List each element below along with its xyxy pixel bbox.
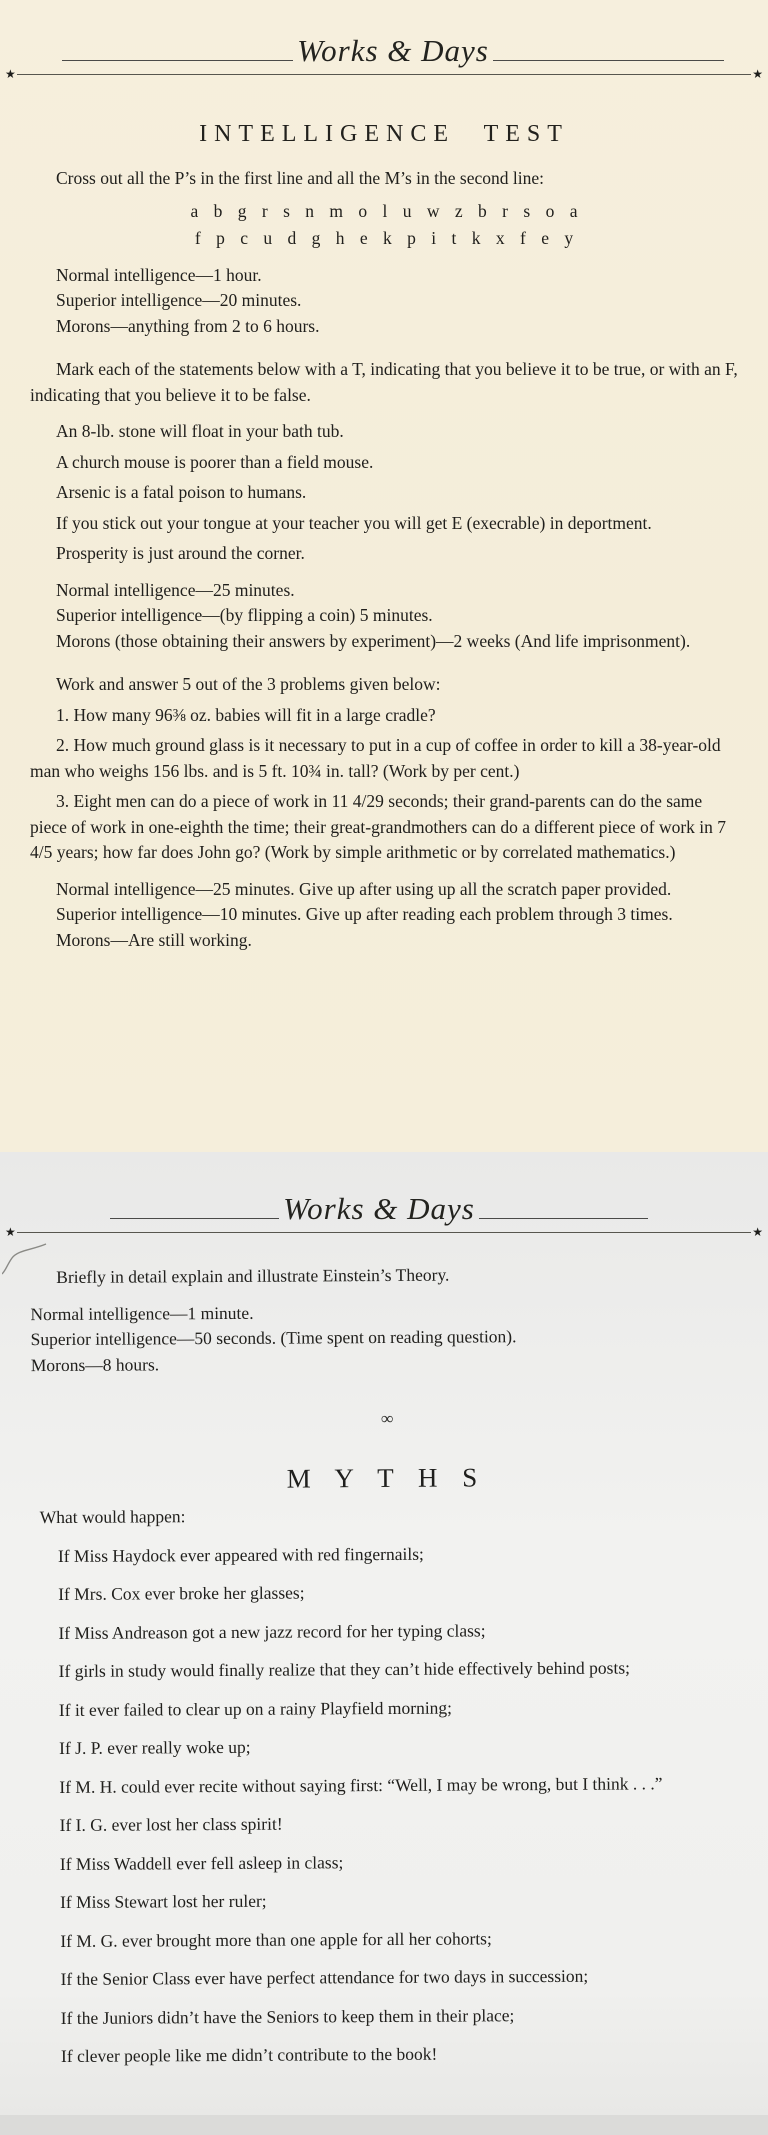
timing-block-3 <box>30 877 740 954</box>
myth-item: If the Juniors didn’t have the Seniors to keep them in their place; <box>60 2004 515 2028</box>
section-ornament: ∞ <box>380 1408 392 1429</box>
star-left-icon: ★ <box>5 1225 16 1239</box>
timing-normal: Normal intelligence—1 minute. <box>30 1302 254 1324</box>
myth-item: If Miss Stewart lost her ruler; <box>59 1890 267 1912</box>
problem-3: 3. Eight men can do a piece of work in 11 4/29 seconds; their grand-parents can do the same piece of work in one-eighth the time; their great-grandmothers can do a different piece of work in 7 4/5 years; how far does John go? (Work by simple arithmetic or by correlated mathematics.) <box>30 791 727 862</box>
statement: If you stick out your tongue at your teacher you will get E (execrable) in deportment. <box>56 512 652 533</box>
header-underline-left <box>110 1218 279 1219</box>
statements-block <box>30 419 740 567</box>
myth-item: If clever people like me didn’t contribute to the book! <box>60 2043 438 2066</box>
myth-item: If Miss Waddell ever fell asleep in class; <box>59 1851 344 1874</box>
running-head <box>0 0 768 79</box>
problem-2: 2. How much ground glass is it necessary to put in a cup of coffee in order to kill a 38-year-old man who weighs 156 lbs. and is 5 ft. 10¾ in. tall? (Work by per cent.) <box>30 735 721 781</box>
timing-morons: Morons (those obtaining their answers by experiment)—2 weeks (And life imprisonment). <box>56 630 691 651</box>
timing-superior: Superior intelligence—10 minutes. Give up after reading each problem through 3 times. <box>56 904 673 924</box>
page2-body <box>0 1235 768 2070</box>
timing-superior: Superior intelligence—(by flipping a coin) 5 minutes. <box>56 605 433 625</box>
timing-normal: Normal intelligence—25 minutes. Give up after using up all the scratch paper provided. <box>56 878 672 899</box>
myth-item: If it ever failed to clear up on a rainy Playfield morning; <box>58 1697 453 1720</box>
myths-intro: What would happen: <box>39 1506 186 1528</box>
header-underline-left <box>62 60 293 61</box>
running-head-title: Works & Days <box>297 33 489 68</box>
statement: A church mouse is poorer than a field mouse. <box>56 451 374 472</box>
timing-block <box>30 1297 740 1378</box>
timing-morons: Morons—Are still working. <box>56 929 252 950</box>
myth-item: If Mrs. Cox ever broke her glasses; <box>58 1582 305 1604</box>
timing-block-2 <box>30 578 740 655</box>
statement: Arsenic is a fatal poison to humans. <box>56 482 307 502</box>
problems-instructions: Work and answer 5 out of the 3 problems given below: <box>56 674 441 694</box>
header-underline-right <box>493 60 724 61</box>
timing-block-1 <box>30 263 740 340</box>
letter-line-2: f p c u d g h e k p i t k x f e y <box>194 227 576 248</box>
timing-normal: Normal intelligence—25 minutes. <box>56 579 295 600</box>
letter-line-1: a b g r s n m o l u w z b r s o a <box>190 200 580 221</box>
star-right-icon: ★ <box>752 1225 763 1239</box>
header-underline-right <box>479 1218 648 1219</box>
einstein-question: Briefly in detail explain and illustrate Einstein’s Theory. <box>56 1264 450 1288</box>
true-false-instructions: Mark each of the statements below with a T, indicating that you believe it to be true, or with an F, indicating that you believe it to be false. <box>30 359 738 405</box>
star-left-icon: ★ <box>5 67 16 81</box>
timing-morons: Morons—anything from 2 to 6 hours. <box>56 315 320 336</box>
running-head <box>0 1152 768 1237</box>
problem-1: 1. How many 96⅜ oz. babies will fit in a large cradle? <box>56 704 436 725</box>
myths-list <box>32 1539 745 2069</box>
header-rule <box>17 74 751 75</box>
timing-superior: Superior intelligence—20 minutes. <box>56 290 302 310</box>
myth-item: If Miss Haydock ever appeared with red fingernails; <box>57 1543 424 1566</box>
timing-superior: Superior intelligence—50 seconds. (Time spent on reading question). <box>30 1326 517 1350</box>
myth-item: If M. H. could ever recite without saying first: “Well, I may be wrong, but I think . . .” <box>59 1772 663 1797</box>
scan-edge-shadow <box>0 2115 768 2135</box>
section-title-intelligence-test: INTELLIGENCE TEST <box>199 121 569 147</box>
myth-item: If I. G. ever lost her class spirit! <box>59 1813 283 1835</box>
myth-item: If girls in study would finally realize that they can’t hide effectively behind posts; <box>58 1657 631 1681</box>
page-myths <box>0 1152 768 2135</box>
running-head-title: Works & Days <box>283 1191 475 1226</box>
section-title-myths: M Y T H S <box>286 1461 487 1494</box>
timing-normal: Normal intelligence—1 hour. <box>56 264 262 285</box>
problems-block <box>30 703 740 866</box>
star-right-icon: ★ <box>752 67 763 81</box>
myth-item: If J. P. ever really woke up; <box>59 1736 251 1758</box>
myth-item: If the Senior Class ever have perfect attendance for two days in succession; <box>60 1965 589 1989</box>
test-instructions: Cross out all the P’s in the first line and all the M’s in the second line: <box>56 168 544 188</box>
timing-morons: Morons—8 hours. <box>30 1353 160 1375</box>
myth-item: If M. G. ever brought more than one apple for all her cohorts; <box>60 1927 492 1951</box>
statement: An 8-lb. stone will float in your bath tub. <box>56 421 344 441</box>
page1-body <box>0 166 768 953</box>
myth-item: If Miss Andreason got a new jazz record for her typing class; <box>58 1619 486 1643</box>
statement: Prosperity is just around the corner. <box>56 543 305 563</box>
header-rule <box>17 1232 751 1233</box>
